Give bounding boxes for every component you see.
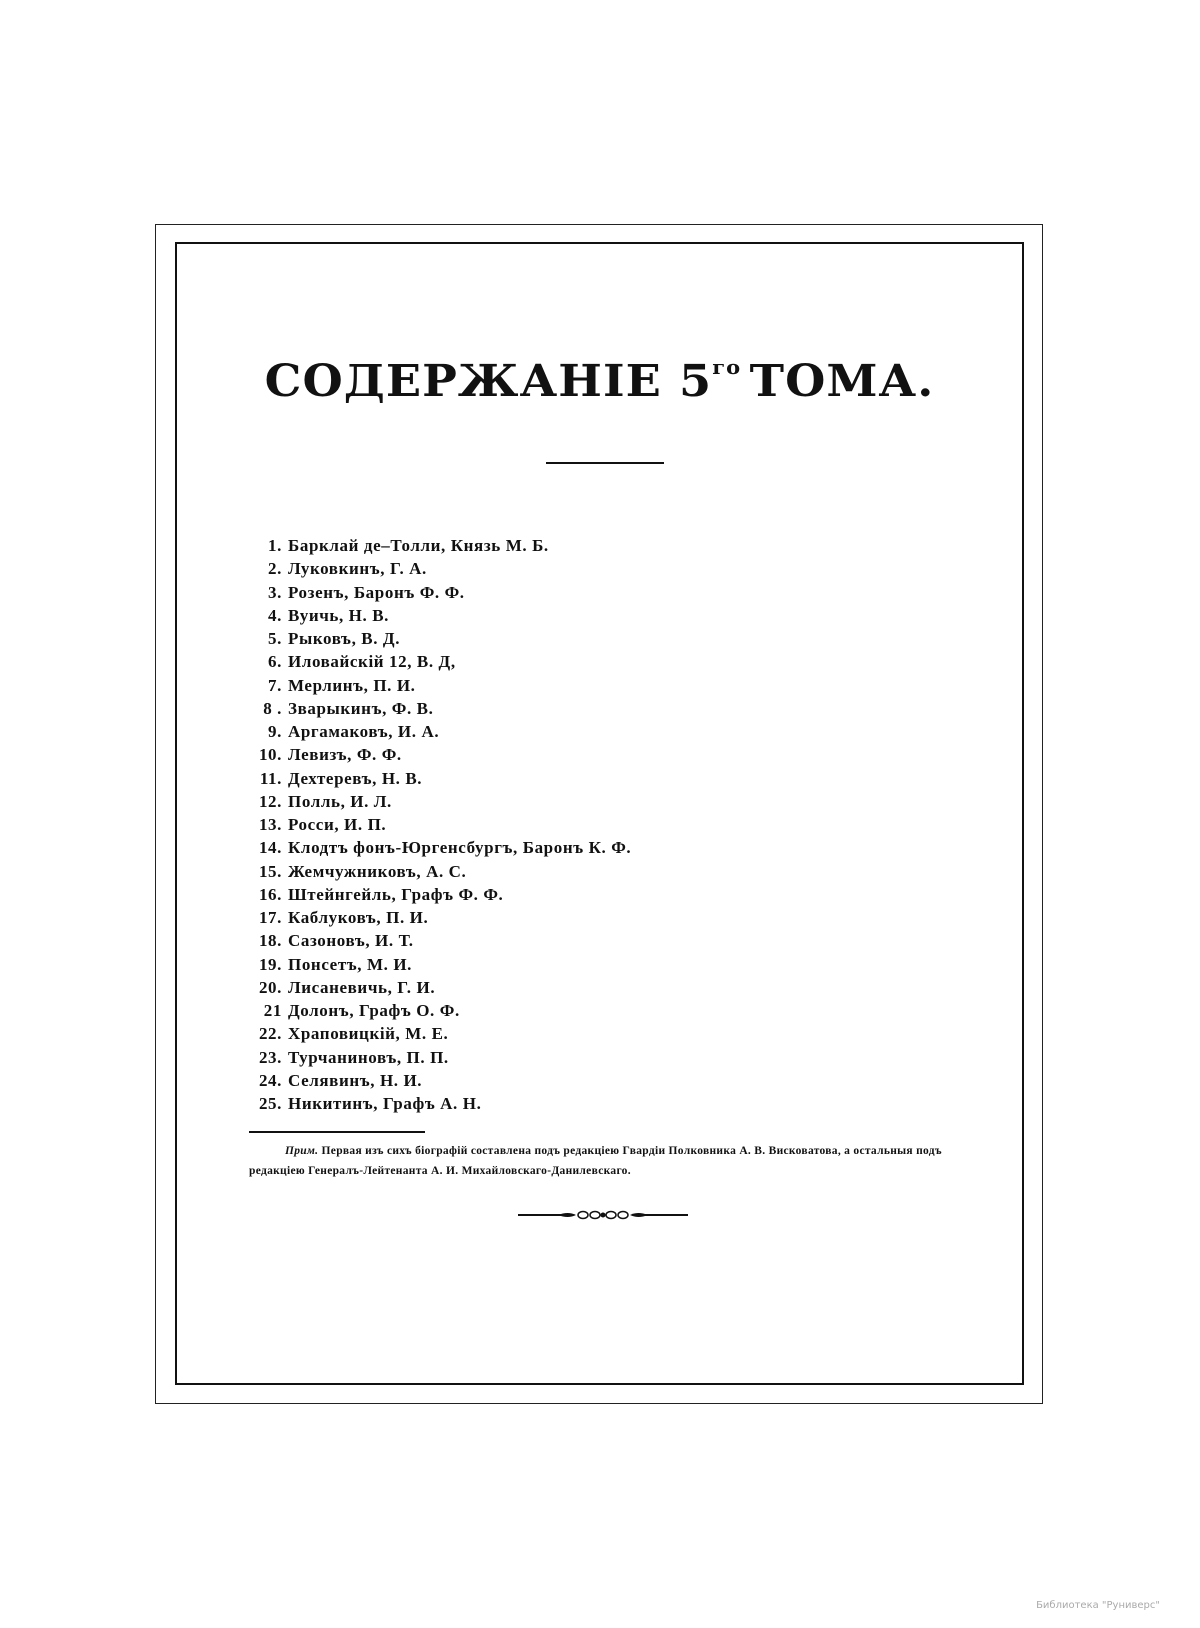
entry-number: 18. [258, 931, 282, 951]
toc-entry [240, 534, 960, 557]
entry-text: Иловайскій 12, В. Д, [288, 652, 456, 672]
title-superscript: го [712, 355, 742, 379]
entry-text: Барклай де–Толли, Князь М. Б. [288, 536, 549, 555]
toc-entry [240, 650, 960, 673]
entry-number: 11. [259, 768, 282, 788]
library-watermark: Библиотека "Руниверс" [1036, 1600, 1160, 1611]
title-divider [546, 462, 664, 464]
entry-number: 22. [258, 1024, 282, 1044]
entry-text: Аргамаковъ, И. А. [288, 722, 440, 741]
toc-entry [240, 604, 960, 627]
toc-entry [240, 929, 960, 952]
entry-number: 24. [258, 1070, 282, 1090]
entry-number: 6. [268, 652, 282, 672]
toc-entry [240, 697, 960, 720]
entry-number: 15. [258, 861, 282, 881]
entry-number: 5. [268, 629, 282, 648]
entry-text: Вуичь, Н. В. [288, 605, 389, 625]
entry-text: Полль, И. Л. [288, 791, 392, 811]
toc-entry [240, 836, 960, 859]
toc-entry [240, 674, 960, 697]
footnote-text: Первая изъ сихъ біографій составлена подъ редакціею Гвардіи Полковника А. В. Висковатова, а остальныя подъ редакціею Генералъ-Лейтенанта А. И. Михайловскаго-Данилевскаго. [249, 1145, 942, 1177]
entry-number: 2. [268, 559, 282, 579]
entry-text: Клодтъ фонъ-Юргенсбургъ, Баронъ К. Ф. [288, 838, 632, 858]
entry-text: Розенъ, Баронъ Ф. Ф. [288, 582, 465, 602]
toc-entry [240, 1069, 960, 1092]
toc-entry [240, 720, 960, 743]
toc-entry [240, 976, 960, 999]
entry-text: Штейнгейль, Графъ Ф. Ф. [288, 884, 504, 904]
entry-text: Долонъ, Графъ О. Ф. [288, 1001, 460, 1020]
entry-text: Жемчужниковъ, А. С. [288, 861, 467, 881]
entry-number: 9. [268, 722, 282, 741]
entry-text: Лисаневичь, Г. И. [288, 977, 436, 997]
entry-text: Никитинъ, Графъ А. Н. [288, 1094, 482, 1113]
entry-text: Сазоновъ, И. Т. [288, 931, 414, 951]
toc-entry [240, 743, 960, 766]
entry-text: Турчаниновъ, П. П. [288, 1047, 449, 1067]
toc-entry [240, 999, 960, 1022]
ornament-divider [518, 1208, 688, 1222]
entry-number: 7. [268, 675, 282, 695]
toc-entry [240, 813, 960, 836]
title-end: ТОМА. [749, 356, 935, 407]
note-divider [249, 1131, 425, 1133]
entry-text: Росси, И. П. [288, 815, 387, 834]
entry-number: 25. [258, 1094, 282, 1113]
table-of-contents [240, 534, 960, 1115]
toc-entry [240, 767, 960, 790]
entry-text: Храповицкій, М. Е. [288, 1024, 449, 1044]
toc-entry [240, 860, 960, 883]
entry-text: Зварыкинъ, Ф. В. [288, 698, 434, 718]
toc-entry [240, 1046, 960, 1069]
entry-number: 19. [258, 954, 282, 974]
toc-entry [240, 557, 960, 580]
entry-text: Луковкинъ, Г. А. [288, 559, 427, 579]
toc-entry [240, 1092, 960, 1115]
entry-number: 3. [268, 582, 282, 602]
footnote [249, 1141, 979, 1181]
toc-entry [240, 790, 960, 813]
entry-number: 4. [268, 605, 282, 625]
toc-entry [240, 883, 960, 906]
page-title [154, 355, 1045, 407]
toc-entry [240, 581, 960, 604]
entry-text: Селявинъ, Н. И. [288, 1070, 423, 1090]
entry-text: Каблуковъ, П. И. [288, 908, 429, 927]
toc-entry [240, 627, 960, 650]
entry-text: Дехтеревъ, Н. В. [288, 768, 423, 788]
entry-text: Понсетъ, М. И. [288, 954, 412, 974]
entry-number: 12. [258, 791, 282, 811]
footnote-label: Прим. [285, 1145, 319, 1157]
entry-number: 14. [258, 838, 282, 858]
entry-number: 8 . [263, 698, 282, 718]
entry-number: 17. [258, 908, 282, 927]
entry-text: Левизъ, Ф. Ф. [288, 745, 402, 765]
entry-number: 13. [258, 815, 282, 834]
toc-entry [240, 906, 960, 929]
entry-text: Мерлинъ, П. И. [288, 675, 416, 695]
toc-entry [240, 953, 960, 976]
entry-number: 10. [258, 745, 282, 765]
entry-number: 1. [268, 536, 282, 555]
entry-number: 23. [258, 1047, 282, 1067]
toc-entry [240, 1022, 960, 1045]
title-main: СОДЕРЖАНІЕ 5 [264, 356, 713, 407]
entry-number: 20. [258, 977, 282, 997]
entry-text: Рыковъ, В. Д. [288, 629, 401, 648]
entry-number: 16. [258, 884, 282, 904]
entry-number: 21 [263, 1001, 282, 1020]
